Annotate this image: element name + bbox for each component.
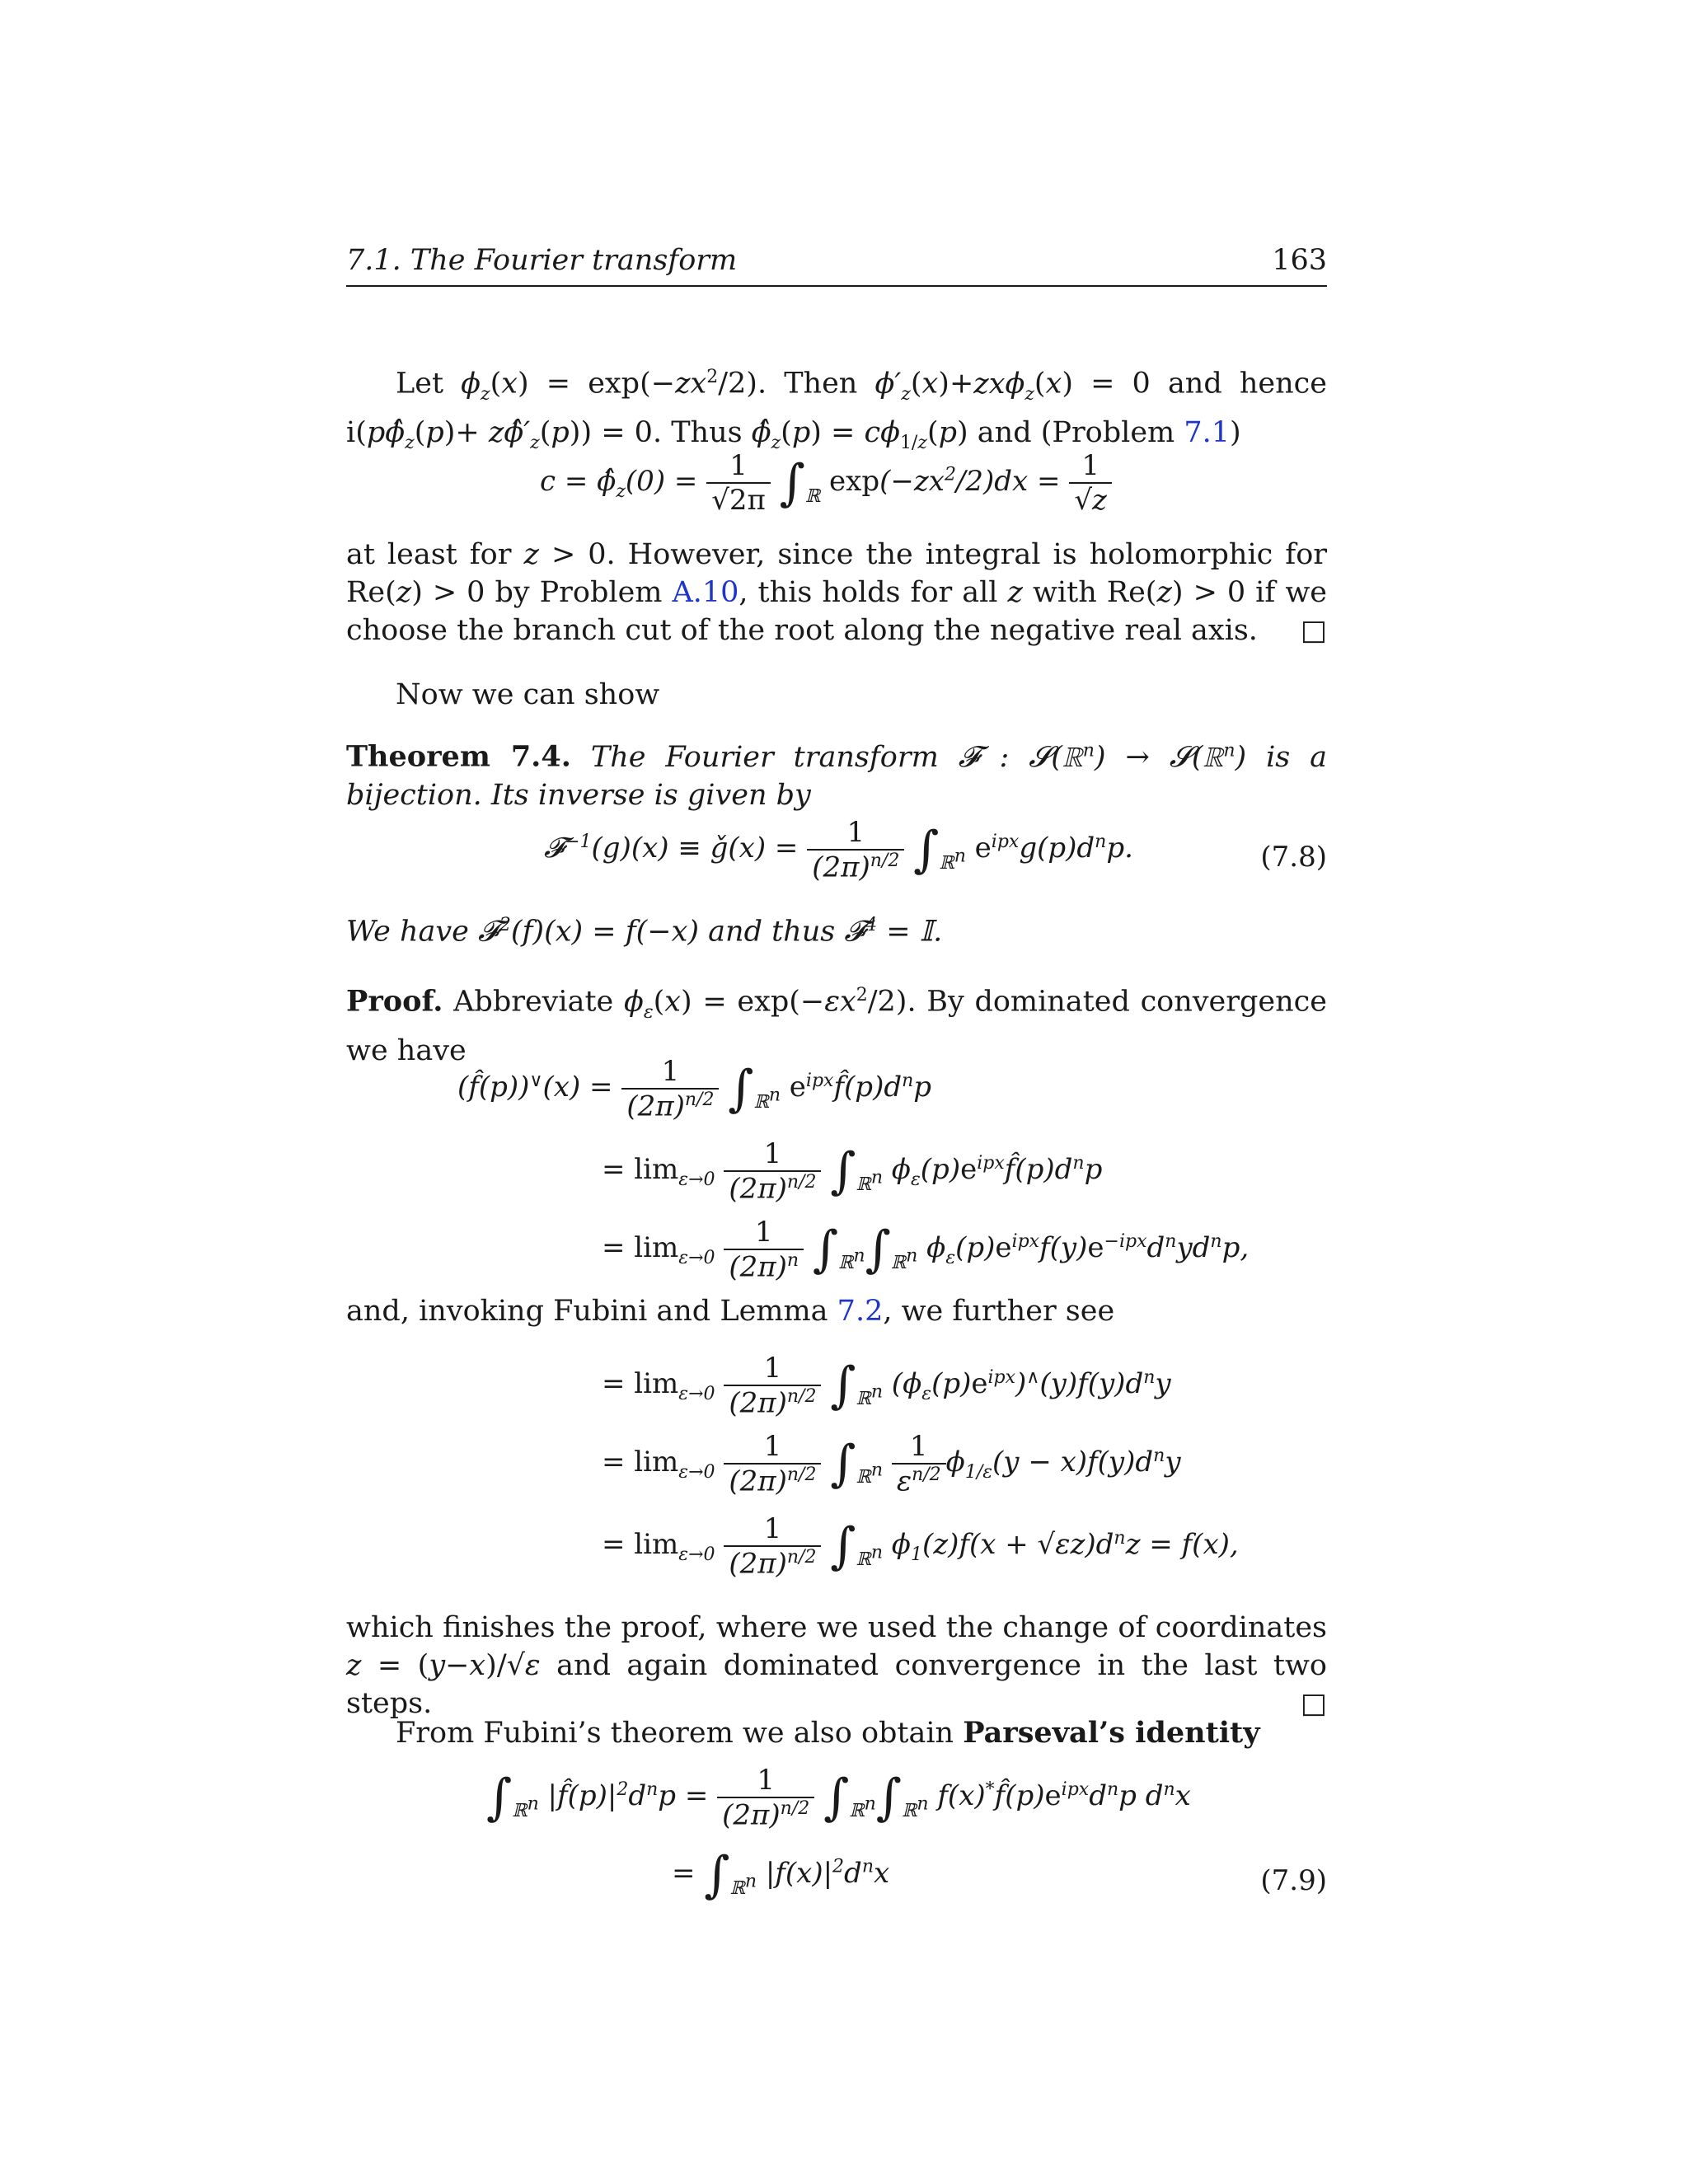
now-we-can-show: Now we can show <box>396 678 660 711</box>
equation-7-8: 𝓕$^{-1}$(g)(x) ≡ ǧ(x) = $\frac{1}{(2\pi)^{n/2}}$ $\int_{ℝ^n}$ $e^{ipx}g(p)d^np$. <box>544 816 1133 884</box>
parseval-term: Parseval’s identity <box>963 1716 1260 1750</box>
theorem-statement-2: We have 𝓕$^2$(f)(x) = f(−x) and thus 𝓕$^4$ = 𝕀. <box>346 915 943 949</box>
parseval-intro-text: From Fubini’s theorem we also obtain <box>396 1717 954 1750</box>
page-number: 163 <box>1272 244 1327 277</box>
equation-number: (7.8) <box>1260 841 1327 874</box>
equation-7-9-line-2: = $\int_{ℝ^n}$ $|f(x)|^2d^nx$ <box>672 1846 890 1904</box>
proof-paragraph: Proof. Abbreviate $\phi_\varepsilon(x) = \exp(-\varepsilon x^2/2)$. By dominated convergence we have <box>346 984 1327 1067</box>
parseval-intro <box>346 1714 1327 1752</box>
proof-conclusion-paragraph: which finishes the proof, where we used the change of coordinates z = (y−x)/√ε and again dominated convergence in the last two steps. □ <box>346 1609 1327 1722</box>
proof-equation-line-3: = $\lim_{\varepsilon\to 0}$ $\frac{1}{(2\pi)^n}$ $\int_{ℝ^n}\int_{ℝ^n}$ $\phi_\varepsilon(p)e^{ipx}f(y)e^{-ipx}d^nyd^np$, <box>602 1216 1250 1284</box>
theorem-label: Theorem 7.4. <box>346 739 571 774</box>
proof-equation-line-6: = $\lim_{\varepsilon\to 0}$ $\frac{1}{(2\pi)^{n/2}}$ $\int_{ℝ^n}$ $\phi_1(z)f(x + √\varepsilon z)d^nz = f(x)$, <box>602 1512 1239 1581</box>
proof-equation-line-2: = $\lim_{\varepsilon\to 0}$ $\frac{1}{(2\pi)^{n/2}}$ $\int_{ℝ^n}$ $\phi_\varepsilon(p)e^{ipx}f̂(p)d^np$ <box>602 1137 1103 1206</box>
proof-equation-line-4: = $\lim_{\varepsilon\to 0}$ $\frac{1}{(2\pi)^{n/2}}$ $\int_{ℝ^n}$ $(\phi_\varepsilon(p)e^{ipx})^\wedge(y)f(y)d^ny$ <box>602 1352 1171 1420</box>
equation-c: $c = \phî_z(0)$ = $\frac{1}{√2\pi}$ $\int_ℝ$ $\exp(-zx^2/2)dx$ = $\frac{1}{√z}$ <box>540 449 1112 517</box>
qed-icon: □ <box>1300 614 1327 647</box>
section-title: 7.1. The Fourier transform <box>346 244 738 277</box>
running-header <box>346 244 1327 287</box>
problem-link[interactable]: A.10 <box>672 576 739 609</box>
proof-equation-line-5: = $\lim_{\varepsilon\to 0}$ $\frac{1}{(2\pi)^{n/2}}$ $\int_{ℝ^n}$ $\frac{1}{\varepsilon^{n/2}}$ $\phi_{1/\varepsilon}(y - x)f(y)d^ny$ <box>602 1430 1181 1498</box>
equation-7-9-line-1: $\int_{ℝ^n}$ $|f̂(p)|^2d^np$ = $\frac{1}{(2\pi)^{n/2}}$ $\int_{ℝ^n}\int_{ℝ^n}$ $f(x)^*f̂(p)e^{ipx}d^np$ $d^nx$ <box>486 1764 1191 1832</box>
theorem-7-4: Theorem 7.4. The Fourier transform 𝓕 : 𝓢(ℝ$^n$) → 𝓢(ℝ$^n$) is a bijection. Its inverse is given by <box>346 739 1328 812</box>
lemma-proof-paragraph: Let $\phi_z(x) = \exp(-zx^2/2)$. Then $\phi'_z(x)+zx\phi_z(x) = 0$ and hence $i(p\phî_z(p)+$ $z\phî'_z(p)) = 0$. Thus $\phî_z(p) = c\phi_{1/z}(p)$ and (Problem 7.1) <box>346 367 1327 453</box>
proof-equation-line-1: (f̂(p))∨(x) = $\frac{1}{(2\pi)^{n/2}}$ $\int_{ℝ^n}$ $e^{ipx}f̂(p)d^np$ <box>457 1055 932 1123</box>
problem-link[interactable]: 7.1 <box>1184 415 1231 449</box>
fubini-paragraph: and, invoking Fubini and Lemma 7.2, we further see <box>346 1295 1115 1328</box>
proof-label: Proof. <box>346 984 443 1019</box>
qed-icon: □ <box>1300 1687 1327 1720</box>
holomorphic-paragraph: at least for z > 0. However, since the integral is holomorphic for Re(z) > 0 by Problem A.10, this holds for all z with Re(z) > 0 if we choose the branch cut of the root along the negative real axis. □ <box>346 536 1327 649</box>
lemma-link[interactable]: 7.2 <box>837 1295 884 1328</box>
equation-number: (7.9) <box>1260 1864 1327 1897</box>
